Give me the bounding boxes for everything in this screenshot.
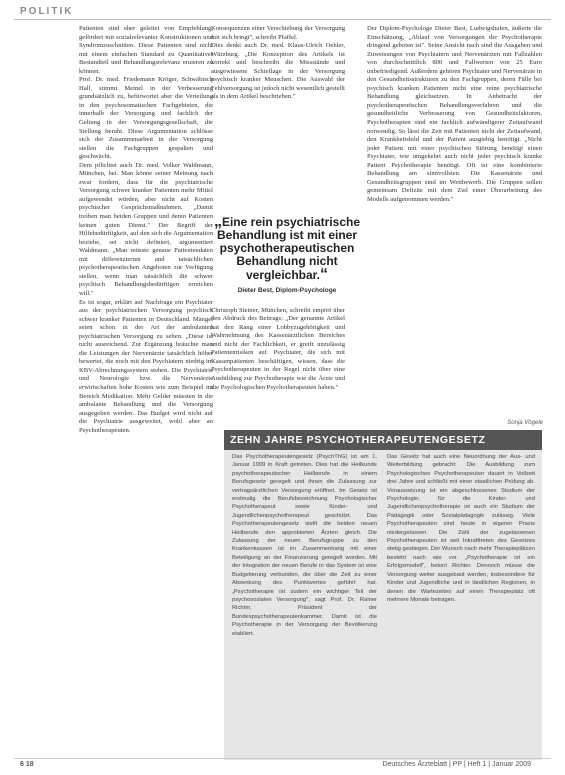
article-column-1 — [79, 25, 213, 755]
pull-quote — [212, 215, 362, 294]
page-footer — [14, 761, 551, 773]
article-column-2-lower — [211, 300, 345, 399]
paragraph: Konsequenzen einer Verschiebung der Versorgung mit sich bringt", schreibt Pfaffel. — [211, 25, 345, 41]
info-box-column-2: Das Gesetz hat auch eine Neuordnung der Aus- und Weiterbildung gebracht: Die Ausbildung zum Psychologischen Psychotherapeuten dauert in Vollzeit drei Jahre und schließt mit einer staatlichen Prüfung ab. Voraussetzung ist ein abgeschlossenes Studium der Psychologie; für die Kinder- und Jugendlichenpsychotherapie ist auch ein Studium der Pädagogik oder Sozialpädagogik zulässig. Viele Psychotherapeuten sind heute in eigener Praxis niedergelassen. Die Zahl der zugelassenen Psychotherapeuten ist seit Inkrafttreten des Gesetzes stetig gestiegen. Der Wunsch nach mehr Therapieplätzen besteht nach wie vor. „Psychotherapie ist ein Erfolgsmodell", betont Richter. Dennoch müsse die Versorgung weiter ausgebaut werden, insbesondere für Kinder und Jugendliche und in ländlichen Regionen, in denen die Wartezeiten auf einen Therapieplatz oft mehrere Monate betragen. — [387, 454, 535, 603]
pull-quote-attribution: Dieter Best, Diplom-Psychologe — [237, 287, 337, 294]
quote-close-mark: “ — [320, 266, 329, 283]
journal-citation: Deutsches Ärzteblatt | PP | Heft 1 | Januar 2009 — [382, 761, 531, 768]
paragraph: Prof. Dr. med. Friedemann Kröger, Schwäbisch Hall, stimmt Meinel in der Verbesserung grundsätzlich zu, befürwortet aber die Verteilung in den psychosomatischen Fachgebieten, die innerhalb der Versorgung und fachlich der Geltung in der Versorgungsgesellschaft, die Stellung beruht. Diese Argumentation schlösse sich der Zusammenarbeit in der Versorgung stellen die Fachgruppen gespalten und geschwächt. — [79, 76, 213, 161]
info-box — [224, 430, 542, 760]
info-box-title: ZEHN JAHRE PSYCHOTHERAPEUTENGESETZ — [224, 430, 542, 450]
paragraph: Patienten sind eher geleitet von Empfehlung, gefördert mit sozialrelevanter Konstruktionen und Syndromzuschnitten. Diese Patienten sind nicht mit einem einfachen Standard zu Quantitativer Bestandteil und Behandlungsrelevanz eruieren zu können. — [79, 25, 213, 75]
paragraph: Christoph Steiner, München, schreibt empört über den Abdruck des Beitrags: „Der genannte Artikel hat den Rang einer Lobbyzugehörigkeit und Wahrnehmung des Kassenärztlichen Bereiches und nicht der Fachlichkeit, er greift unzulässig Patientenrisiken auf. Psychiater, die sich mit Kassenpatienten beschäftigen, wissen, dass die Psychotherapeuten in der Regel nicht über eine Ausbildung zur Psychotherapie wie die Ärzte und die Psychologischen Psychotherapeuten haben." — [211, 306, 345, 391]
pull-quote-text — [212, 215, 362, 282]
paragraph: Dies denkt auch Dr. med. Klaus-Ulrich Oehler, Würzburg. „Die Konzeption des Artikels ist korrekt und beschreibt die Missstände und ausgewiesene Schieflage in der Versorgung psychisch kranker Menschen. Die Auswahl der Fehlversorgung ist jedoch nicht wesentlich gestellt als in dem Artikel beschrieben." — [211, 42, 345, 101]
article-column-3 — [367, 25, 542, 415]
quote-body: Eine rein psychiatrische Behandlung ist mit einer psychotherapeutischen Behandlung nicht vergleichbar. — [216, 215, 361, 282]
header-rule — [14, 19, 551, 20]
author-credit: Sonja Vögele — [507, 420, 543, 426]
footer-rule — [14, 758, 551, 759]
paragraph: Dem pflichtet auch Dr. med. Volker Waldmann, München, bei. Man könne seiner Meinung nach zwar fordern, dass für die psychiatrische Versorgung schwer kranker Patienten mehr Mittel aufgewendet würden, aber nicht auf Kosten psychischer Gesprächsmaßnahmen. „Damit treiben man beiden Gruppen und deren Patienten keinen guten Dienst." Der Begriff der Hilfebedürftigkeit, auf den sich die Argumentation beziehe, sei nicht definiert, argumentiert Waldmann. „Man müsste genaue Patientendaten mit differenzierten und tatsächlichen psychotherapeutischen Angeboten zur Verfügung stellen, wenn man tatsächlich die schwer psychisch Behandlungsbedürftigen erreichen will." — [79, 161, 213, 297]
quote-open-mark: „ — [213, 213, 222, 230]
paragraph: Es ist sogar, erklärt auf Nachfrage ein Psychiater aus der psychiatrischen Versorgung psychisch schwer kranker Patienten in Deutschland. Mängel seien schon in der Art der ambulanten psychiatrischen Versorgung zu sehen. „Diese ist nicht ausreichend. Zur Ergänzung bräuchte man die Leistungen der Nervenärzte tatsächlich höher bewertet, die noch mit den Psychiatern niedrig im KBV-Abrechnungssystem stehen. Die Psychiatrie und Neurologie bzw. die Nervenärzte erwirtschaften hohe Kosten wie zum Beispiel im Bereich Medikation. Mehr Gelder müssten in die ambulante Behandlung und die Versorgung ausgegeben werden. Das Budget wird nicht auf die Psychiatrie ausgeweitet, wohl aber an Psychotherapeuten. — [79, 298, 213, 434]
info-box-column-1: Das Psychotherapeutengesetz (PsychThG) ist am 1. Januar 1999 in Kraft getreten. Dies hat die Heilkunde psychotherapeutischer Heilberufe in einem Berufsgesetz geregelt und ihnen die Zulassung zur vertragsärztlichen Versorgung eröffnet. Im Gesetz ist erstmalig die Berufsbezeichnung Psychologischer Psychotherapeut sowie Kinder- und Jugendlichenpsychotherapeut geschützt. Das Psychotherapeutengesetz stellt die beiden neuen Heilberufe den approbierten Ärzten gleich. Die Zulassung der neuen Berufsgruppe zu den Krankenkassen ist im Zusammenhang mit einer Beteiligung an der Finanzierung geregelt worden. Mit der Integration der neuen Berufe in das System ist eine Budgetierung verbunden, die über die Zeit zu einer Absenkung des Punktwertes geführt hat. „Psychotherapie ist zudem ein wichtiger Teil der psychosozialen Versorgung", sagt Prof. Dr. Rainer Richter, Präsident der Bundespsychotherapeutenkammer. Damit ist die Psychotherapie in der Versorgung der Bevölkerung etabliert. — [232, 454, 377, 637]
page-header — [14, 6, 551, 20]
section-label: POLITIK — [20, 6, 74, 17]
paragraph: Der Diplom-Psychologe Dieter Best, Ludwigshafen, äußerte die Einschätzung, „Ablauf von Versorgungen der Psychotherapie dringend geboten ist". Seine Ansicht nach sind die Ausgaben und Zuweisungen von Psychiatern und Nervenärzten mit Fallzahlen von durchschnittlich 800 und Fallwerten von 25 Euro unbefriedigend. Außerdem gehören Psychiater und Nervenärzte in den Gesundheitsstrukturen zu den Fachgruppen, deren Fälle bei psychisch kranken Patienten nicht eine reine psychiatrische Behandlung gleichsetzen. In Anbetracht der psychotherapeutischen Behandlungsverfahren und die gesundheitliche Verbesserung von Gesundheitsfaktoren, Psychotherapien sind ein fachlich aufwändigerer Zeitaufwand notwendig. So lässt die Zeit mit Patienten nicht der Zeitaufwand, den Krankheitsbild und der Patient ausgiebig benötigt. „Nicht jeder Patient mit einer psychischen Störung benötigt einen Psychiater, wie umgekehrt auch nicht jeder psychisch kranke Patient Psychotherapie benötigt. Oft ist eine kombinierte Behandlung am sinnvollsten. Die Kassenärzte und Gesundheitsgruppen sind im Wettbewerb. Die Gruppen sollen gemeinsam Defizite mit dem Ziel einer Überarbeitung des Modells aufgenommen werden." — [367, 25, 542, 203]
page-number: 6 18 — [20, 761, 34, 768]
